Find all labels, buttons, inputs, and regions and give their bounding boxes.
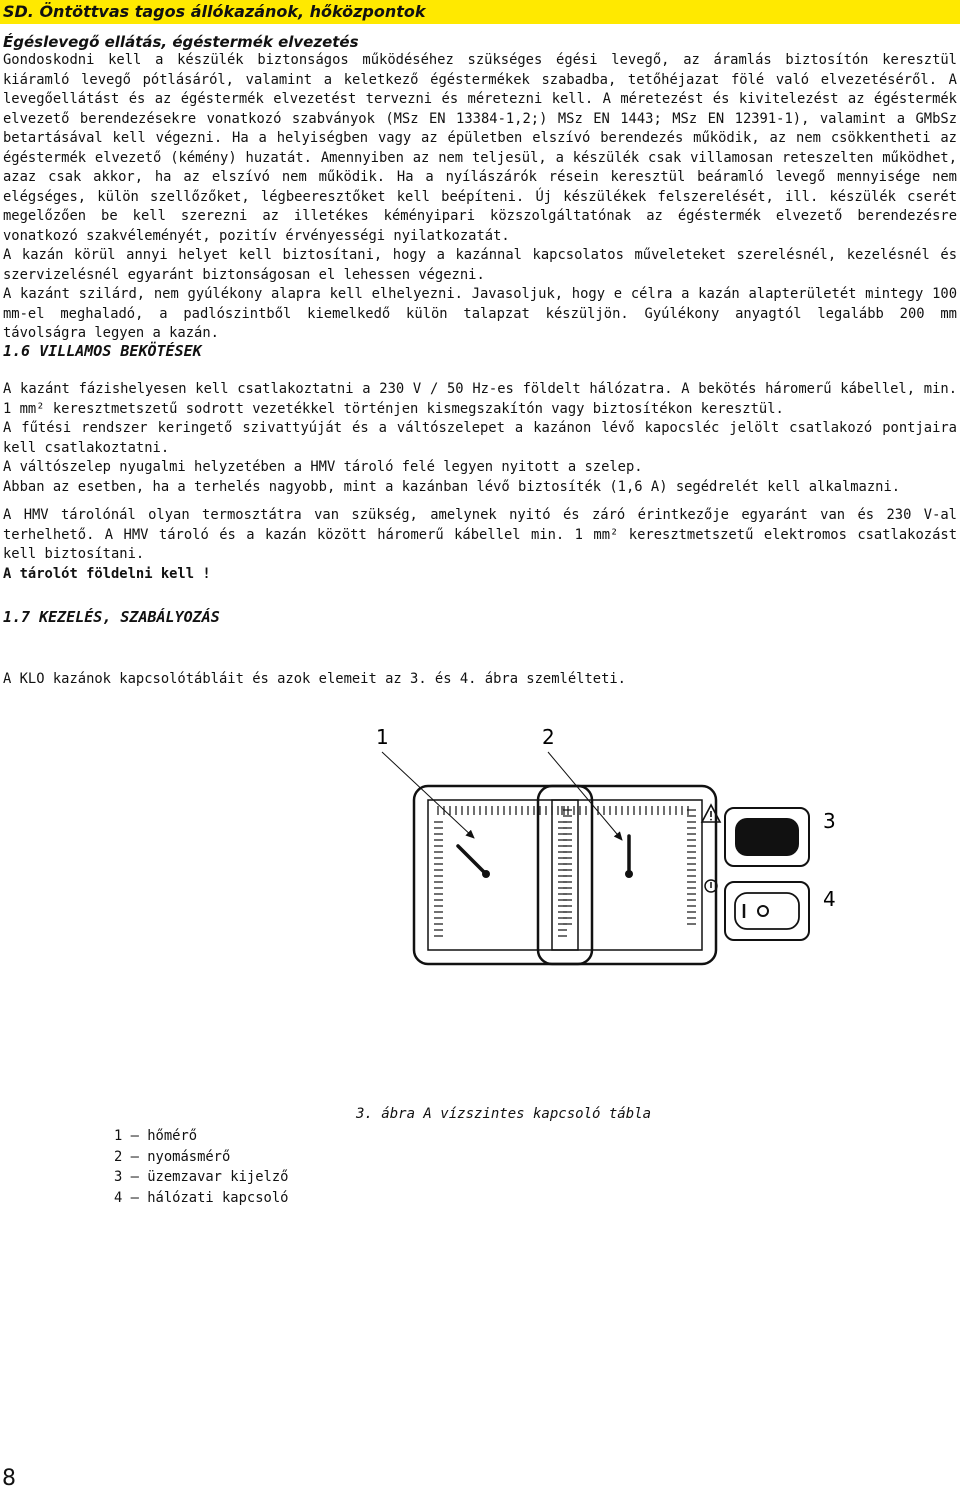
legend-item: 1 – hőmérő [114,1128,198,1144]
legend-item: 2 – nyomásmérő [114,1148,231,1165]
grounding-note: A tárolót földelni kell ! [3,565,211,582]
paragraph: A kazánt szilárd, nem gyúlékony alapra kell elhelyezni. Javasoljuk, hogy e célra a kazán alapterületét mintegy 100 mm-el meghaladó, a padlószintből kiemelkedő külön talapzat készüljön. Gyúlékony anyagtól legalább 200 mm távolságra legyen a kazán. [3,286,957,341]
fault-indicator [725,808,809,866]
switch-off-mark [758,906,768,916]
paragraph: A fűtési rendszer keringető szivattyúját és a váltószelepet a kazánon lévő kapocsléc jelölt csatlakozó pontjaira kell csatlakoztatni. [3,420,957,456]
figure-label-1: 1 [376,725,389,749]
figure-caption: 3. ábra A vízszintes kapcsoló tábla [356,1106,652,1122]
legend-item: 3 – üzemzavar kijelző [114,1169,289,1185]
paragraph: A kazán körül annyi helyet kell biztosítani, hogy a kazánnal kapcsolatos műveleteket szerelésnél, kezelésnél és szervizelésnél egyaránt biztonságosan el lehessen végezni. [3,247,957,283]
paragraph: A HMV tárolónál olyan termosztátra van szükség, amelynek nyitó és záró érintkezője egyaránt van és 230 V-al terhelhető. A HMV tároló és a kazán között háromerű kábellel min. 1 mm² keresztmetszetű elektromos csatlakozást kell biztosítani. [3,507,957,562]
paragraph: A váltószelep nyugalmi helyzetében a HMV tároló felé legyen nyitott a szelep. [3,459,643,475]
figure-label-3: 3 [823,809,836,833]
paragraph: A kazánt fázishelyesen kell csatlakoztatni a 230 V / 50 Hz-es földelt hálózatra. A bekötés háromerű kábellel, min. 1 mm² keresztmetszetű sodrott vezetékkel történjen kismegszakítón vagy biztosítékon keresztül. [3,381,957,417]
section-title-control: 1.7 KEZELÉS, SZABÁLYOZÁS [3,608,220,626]
gauge-needle [458,846,486,874]
paragraph: A KLO kazánok kapcsolótábláit és azok elemeit az 3. és 4. ábra szemlélteti. [3,671,626,687]
section-title-electric: 1.6 VILLAMOS BEKÖTÉSEK [3,342,202,360]
paragraph: Abban az esetben, ha a terhelés nagyobb, mint a kazánban lévő biztosíték (1,6 A) segédrelét kell alkalmazni. [3,478,901,495]
figure-legend [114,1126,288,1208]
warning-triangle-icon [702,805,720,822]
pressure-gauge [538,786,716,964]
section-subtitle: Égéslevegő ellátás, égéstermék elvezetés [3,33,359,51]
paragraph: Gondoskodni kell a készülék biztonságos működéséhez szükséges égési levegő, az áramlás biztosítón keresztül kiáramló levegő pótlásáról, valamint a keletkező égéstermékek szabadba, tetőhéjazat fölé való elvezetéséről. A levegőellátást és az égéstermék elvezetést tervezni és méretezni kell. A méretezést és kivitelezést az égéstermék elvezető berendezésekre vonatkozó szabványok (MSz EN 13384-1,2;) MSz EN 1443; MSz EN 12391-1), valamint a GMbSz betartásával kell végezni. Ha a helyiségben vagy az épületben elszívó berendezés működik, az nem csökkentheti az égéstermék elvezető (kémény) huzatát. Amennyiben az nem teljesül, a készülék csak villamosan reteszelten működhet, azaz csak akkor, ha az elszívó nem működik. Ha a nyílászárók résein keresztül beáramló levegő mennyisége nem elégséges, külön szellőzőket, légbeeresztőket kell beépíteni. Új készülékek felszerelését, ill. készülék cserét megelőzően be kell szerezni az illetékes kéményipari közszolgáltatónak az égéstermék elvezető berendezésre vonatkozó szakvéleményét, pozitív érvényességi nyilatkozatát. [3,52,957,244]
thermometer-gauge [414,786,592,964]
leader-line-2 [548,752,622,840]
page-number: 8 [2,1466,16,1491]
mains-switch [725,882,809,940]
figure-label-4: 4 [823,887,836,911]
page-header-title: SD. Öntöttvas tagos állókazánok, hőközpontok [3,2,426,21]
figure-label-2: 2 [542,725,555,749]
legend-item: 4 – hálózati kapcsoló [114,1189,289,1206]
